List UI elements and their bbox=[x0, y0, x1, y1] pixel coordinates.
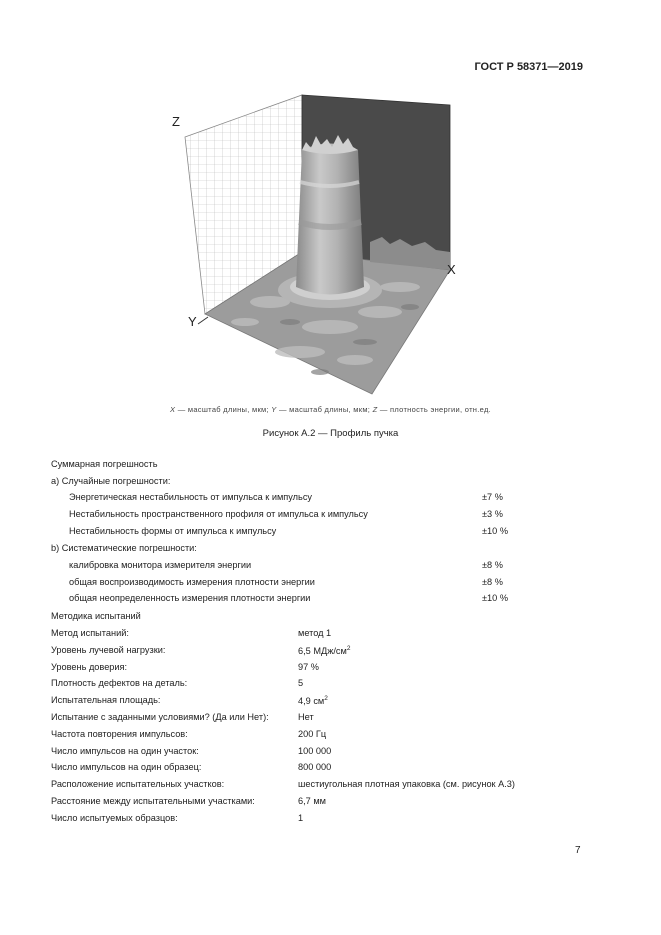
random-error-label: Энергетическая нестабильность от импульса к импульсу bbox=[69, 492, 313, 502]
method-row-value: 4,9 $см^2$ bbox=[298, 695, 328, 707]
random-error-label: Нестабильность формы от импульса к импульсу bbox=[69, 526, 277, 536]
figure-title: Рисунок А.2 — Профиль пучка bbox=[262, 428, 399, 439]
method-row-label: Число импульсов на один образец: bbox=[51, 762, 202, 773]
method-row-value: метод 1 bbox=[298, 628, 332, 638]
method-row-label: Уровень лучевой нагрузки: bbox=[51, 644, 166, 655]
method-row-value: 6,7 мм bbox=[298, 796, 326, 806]
axis-z-label: Z bbox=[172, 114, 180, 129]
method-row-label: Испытательная площадь: bbox=[51, 695, 161, 706]
method-row-label: Расположение испытательных участков: bbox=[51, 779, 225, 790]
systematic-error-label: общая неопределенность измерения плотности энергии bbox=[69, 593, 311, 603]
method-row-label: Число импульсов на один участок: bbox=[51, 745, 199, 756]
systematic-error-value: ±8 % bbox=[482, 576, 503, 587]
beam-column bbox=[296, 144, 364, 295]
method-row-value: 6,5 МДж/$см^2$ bbox=[298, 644, 351, 656]
method-row-value: 200 Гц bbox=[298, 728, 327, 739]
page-number: 7 bbox=[575, 845, 581, 856]
systematic-error-value: ±10 % bbox=[482, 593, 508, 603]
figure-caption: X — масштаб длины, мкм; Y — масштаб длины, мкм; Z — плотность энергии, отн.ед. bbox=[170, 405, 491, 414]
method-row-value: 97 % bbox=[298, 661, 319, 672]
random-error-label: Нестабильность пространственного профиля от импульса к импульсу bbox=[69, 509, 368, 519]
method-row-label: Расстояние между испытательными участками: bbox=[51, 796, 255, 806]
method-heading: Методика испытаний bbox=[51, 611, 141, 621]
method-row-label: Уровень доверия: bbox=[51, 661, 128, 672]
method-row-label: Испытание с заданными условиями? (Да или Нет): bbox=[51, 712, 269, 722]
systematic-error-label: калибровка монитора измерителя энергии bbox=[69, 560, 252, 570]
method-row-value: 1 bbox=[298, 812, 304, 823]
method-row-value: шестиугольная плотная упаковка (см. рисунок А.3) bbox=[298, 779, 515, 790]
random-error-value: ±10 % bbox=[482, 526, 508, 536]
uncertainty-heading: Суммарная погрешность bbox=[51, 459, 158, 469]
document-id: ГОСТ Р 58371—2019 bbox=[474, 61, 583, 73]
axis-y-label: Y bbox=[188, 314, 197, 329]
method-row-label: Число испытуемых образцов: bbox=[51, 812, 178, 823]
method-row-label: Плотность дефектов на деталь: bbox=[51, 678, 188, 689]
method-row-value: 800 000 bbox=[298, 762, 332, 773]
method-row-value: 5 bbox=[298, 678, 304, 689]
random-errors-heading: а) Случайные погрешности: bbox=[51, 476, 171, 486]
method-row-label: Метод испытаний: bbox=[51, 628, 129, 638]
random-error-value: ±7 % bbox=[482, 492, 503, 502]
systematic-error-label: общая воспроизводимость измерения плотности энергии bbox=[69, 576, 315, 587]
systematic-error-value: ±8 % bbox=[482, 560, 503, 570]
random-error-value: ±3 % bbox=[482, 509, 503, 519]
systematic-errors-heading: b) Систематические погрешности: bbox=[51, 543, 197, 553]
axis-x-label: X bbox=[447, 262, 456, 277]
method-row-value: Нет bbox=[298, 712, 314, 722]
method-row-label: Частота повторения импульсов: bbox=[51, 728, 188, 739]
method-row-value: 100 000 bbox=[298, 745, 332, 756]
beam-profile-figure bbox=[150, 92, 480, 397]
beam-profile-plot bbox=[150, 92, 480, 397]
